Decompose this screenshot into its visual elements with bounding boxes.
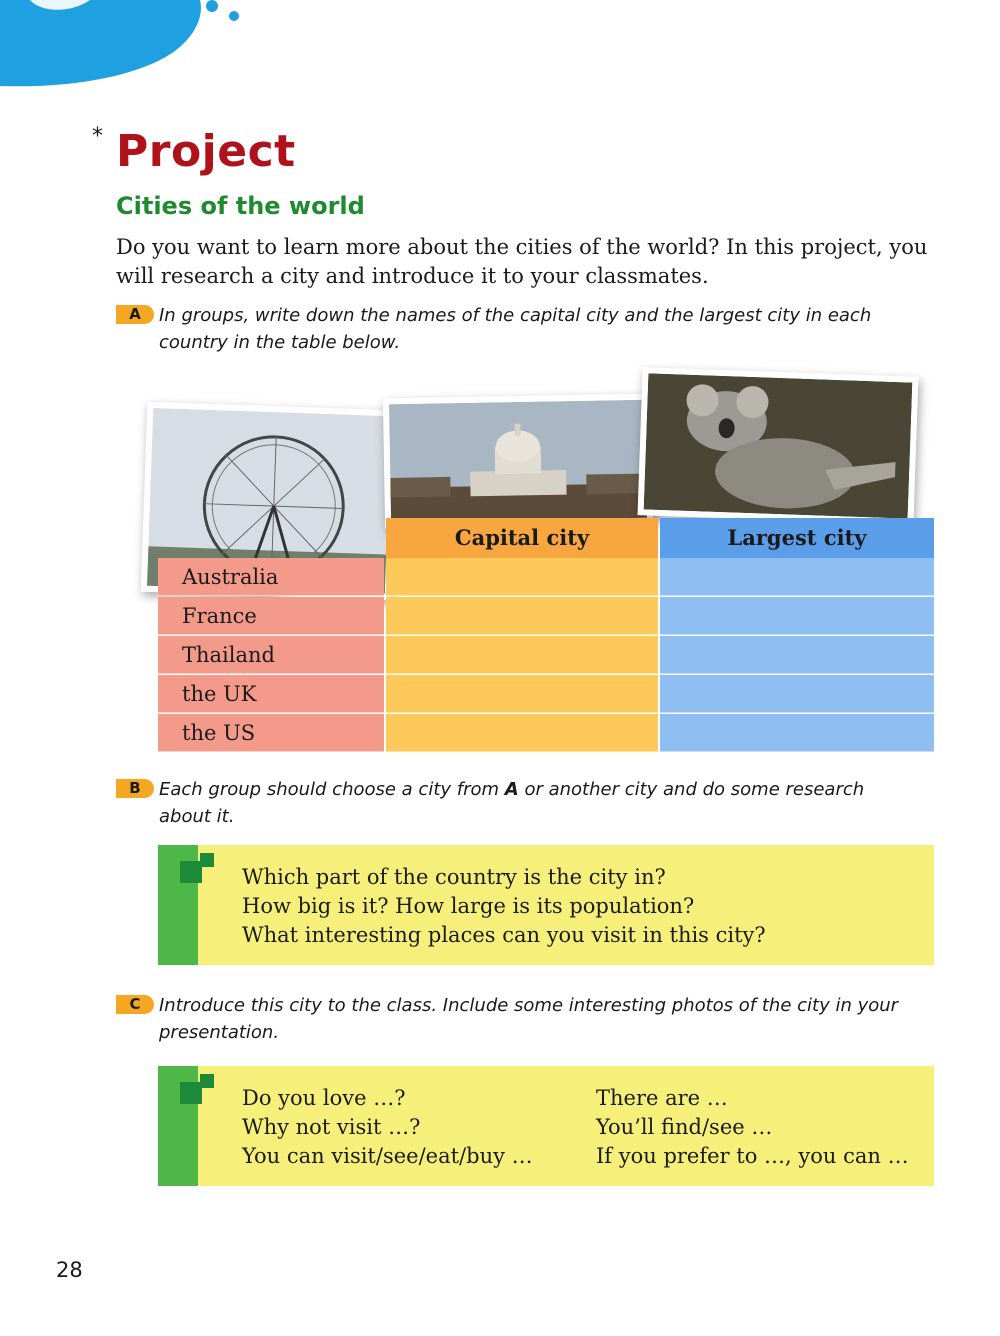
largest-city-header: Largest city — [660, 518, 934, 558]
country-cell: Thailand — [158, 636, 384, 674]
capital-city-header: Capital city — [386, 518, 658, 558]
step-b — [116, 776, 916, 830]
question-line: Which part of the country is the city in? — [242, 865, 666, 889]
phrase-line: You can visit/see/eat/buy … — [242, 1144, 533, 1168]
phrase-line: You’ll find/see … — [596, 1115, 773, 1139]
question-line: What interesting places can you visit in this city? — [242, 923, 766, 947]
box-square-icon — [200, 853, 214, 867]
capital-input-cell[interactable] — [386, 558, 658, 596]
question-line: How big is it? How large is its population? — [242, 894, 695, 918]
largest-input-cell[interactable] — [660, 558, 934, 596]
phrase-line: Why not visit …? — [242, 1115, 421, 1139]
step-c — [116, 992, 916, 1046]
page-subtitle: Cities of the world — [116, 192, 365, 220]
phrases-box — [158, 1066, 934, 1186]
step-b-badge: B — [116, 779, 154, 798]
box-square-icon — [200, 1074, 214, 1088]
largest-input-cell[interactable] — [660, 714, 934, 752]
star-marker: * — [92, 124, 103, 149]
phrases-right — [596, 1084, 909, 1171]
cities-table — [158, 518, 934, 752]
step-b-text-part: Each group should choose a city from — [159, 779, 505, 800]
phrases-left — [242, 1084, 533, 1171]
photo-capitol-building — [383, 394, 653, 529]
koala-icon — [644, 373, 913, 518]
table-row — [158, 675, 934, 713]
step-c-text: Introduce this city to the class. Include some interesting photos of the city in your presentation. — [159, 995, 899, 1043]
capital-input-cell[interactable] — [386, 714, 658, 752]
phrase-line: If you prefer to …, you can … — [596, 1144, 909, 1168]
questions-list — [242, 863, 766, 950]
capitol-building-icon — [389, 400, 647, 522]
phrase-line: Do you love …? — [242, 1086, 406, 1110]
table-row — [158, 558, 934, 596]
capital-input-cell[interactable] — [386, 675, 658, 713]
page-title: Project — [116, 126, 296, 177]
step-a-badge: A — [116, 305, 154, 324]
table-row — [158, 636, 934, 674]
country-cell: France — [158, 597, 384, 635]
table-row — [158, 597, 934, 635]
step-b-text-part: or another city and do some research about it. — [159, 779, 865, 827]
step-c-badge: C — [116, 995, 154, 1014]
capital-input-cell[interactable] — [386, 597, 658, 635]
intro-paragraph: Do you want to learn more about the cities of the world? In this project, you will research a city and introduce it to your classmates. — [116, 235, 928, 288]
country-cell: the UK — [158, 675, 384, 713]
largest-input-cell[interactable] — [660, 597, 934, 635]
largest-input-cell[interactable] — [660, 675, 934, 713]
photo-koala — [638, 367, 919, 525]
country-cell: the US — [158, 714, 384, 752]
step-b-text — [159, 776, 916, 830]
box-square-icon — [180, 861, 202, 883]
step-a — [116, 302, 916, 356]
phrase-line: There are … — [596, 1086, 728, 1110]
page-number: 28 — [56, 1258, 83, 1282]
step-b-text-bold: A — [504, 779, 519, 800]
table-row — [158, 714, 934, 752]
country-cell: Australia — [158, 558, 384, 596]
capital-input-cell[interactable] — [386, 636, 658, 674]
step-a-text: In groups, write down the names of the capital city and the largest city in each country in the table below. — [159, 305, 872, 353]
questions-box — [158, 845, 934, 965]
decorative-blob — [0, 0, 260, 90]
largest-input-cell[interactable] — [660, 636, 934, 674]
box-square-icon — [180, 1082, 202, 1104]
